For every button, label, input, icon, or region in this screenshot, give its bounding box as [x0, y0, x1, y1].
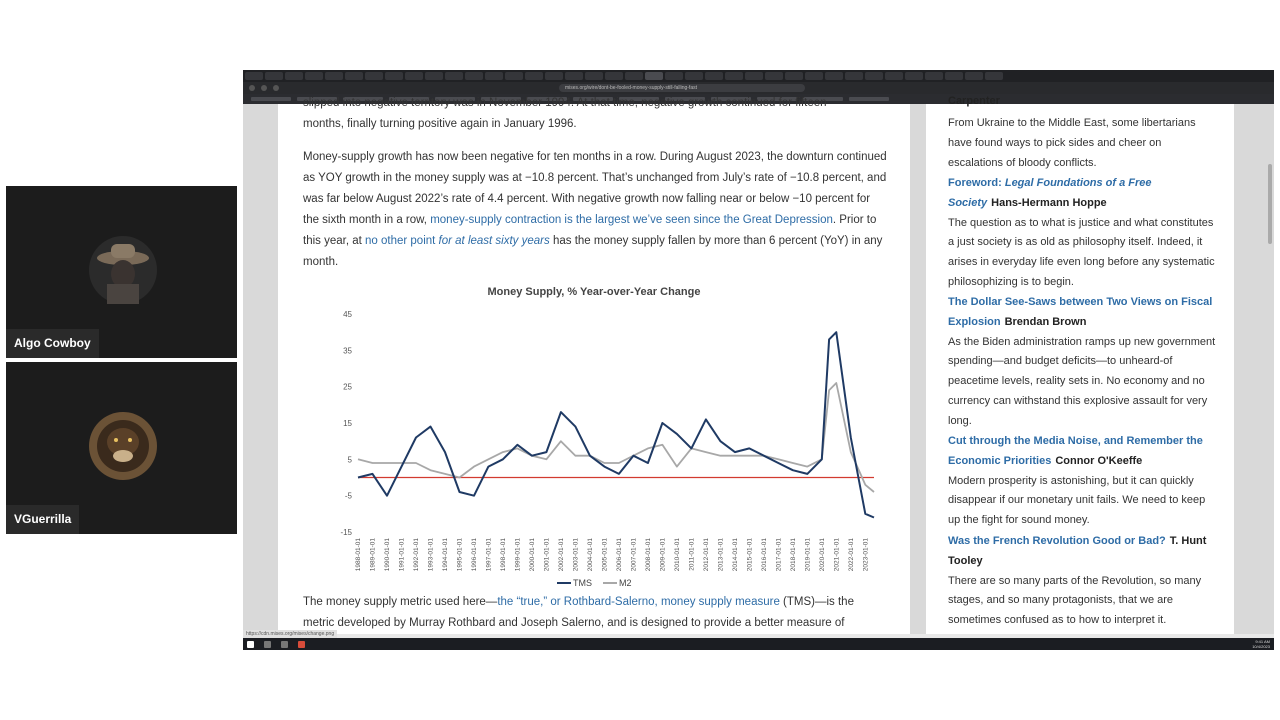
- sidebar-article: [948, 174, 1216, 293]
- x-tick-label: 2018-01-01: [789, 538, 797, 572]
- y-tick-label: 5: [347, 455, 352, 465]
- x-tick-label: 1991-01-01: [398, 538, 406, 572]
- author: Brendan Brown: [1004, 315, 1087, 328]
- system-clock: [1252, 639, 1270, 649]
- x-tick-label: 2023-01-01: [862, 538, 870, 572]
- x-tick-label: 1996-01-01: [470, 538, 478, 572]
- text: (TMS)—is the metric developed by Murray Rothbard and Joseph Salerno, and is designed to provide a better measure of: [303, 596, 854, 629]
- x-tick-label: 1988-01-01: [355, 538, 362, 572]
- y-tick-label: -5: [344, 491, 352, 501]
- series-line-m2: [358, 383, 874, 492]
- x-tick-label: 1993-01-01: [427, 538, 435, 572]
- participant-name: Algo Cowboy: [6, 329, 99, 358]
- paragraph: [303, 592, 888, 634]
- text: Money-supply growth has now been negative for ten months in a row. During August 2023, the downturn continued as YOY growth in the money supply was at −10.8 percent. That’s unchanged from July’s rate of −10.8 percent, and was far below August 2022’s rate of 4.4 percent. With negative growth now falling near or below −10 percent for the sixth month in a row,: [303, 151, 887, 226]
- browser-tab[interactable]: [385, 72, 403, 80]
- clock-date: 10/4/2023: [1252, 644, 1270, 649]
- browser-tab[interactable]: [865, 72, 883, 80]
- participant-tile-algo-cowboy[interactable]: [6, 186, 237, 358]
- sidebar-article: [948, 532, 1216, 631]
- search-icon[interactable]: [264, 641, 271, 648]
- forward-icon[interactable]: [261, 85, 267, 91]
- cowboy-avatar-icon: [89, 236, 157, 304]
- browser-tab[interactable]: [365, 72, 383, 80]
- x-tick-label: 2005-01-01: [601, 538, 609, 572]
- browser-tab[interactable]: [545, 72, 563, 80]
- browser-tab[interactable]: [725, 72, 743, 80]
- text: . Prior to this year, at: [303, 214, 877, 247]
- link-no-other-point[interactable]: [365, 235, 550, 247]
- gorilla-avatar-icon: [89, 412, 157, 480]
- x-tick-label: 2015-01-01: [746, 538, 754, 572]
- status-url: https://cdn.mises.org/mises/change.png: [243, 630, 337, 638]
- browser-tab[interactable]: [745, 72, 763, 80]
- browser-tab[interactable]: [265, 72, 283, 80]
- x-tick-label: 1994-01-01: [441, 538, 449, 572]
- x-tick-label: 2012-01-01: [702, 538, 710, 572]
- x-tick-label: 2003-01-01: [572, 538, 580, 572]
- browser-tab[interactable]: [285, 72, 303, 80]
- sidebar-article-title[interactable]: The Dollar See-Saws between Two Views on Fiscal Explosion: [948, 296, 1213, 328]
- text: has the money supply fallen by more than 6 percent (YoY) in any month.: [303, 235, 883, 268]
- back-icon[interactable]: [249, 85, 255, 91]
- browser-tab[interactable]: [665, 72, 683, 80]
- browser-tab[interactable]: [505, 72, 523, 80]
- browser-tab[interactable]: [705, 72, 723, 80]
- x-tick-label: 2010-01-01: [673, 538, 681, 572]
- sidebar-article-title[interactable]: Cut through the Media Noise, and Remember the Economic Priorities: [948, 435, 1203, 467]
- browser-tab[interactable]: [445, 72, 463, 80]
- author: Connor O'Keeffe: [1055, 454, 1143, 467]
- x-tick-label: 2011-01-01: [688, 538, 696, 571]
- browser-tab[interactable]: [785, 72, 803, 80]
- browser-tab[interactable]: [245, 72, 263, 80]
- link-true-money-supply[interactable]: the “true,” or Rothbard-Salerno, money supply measure: [497, 596, 780, 608]
- text: slipped into negative territory was in November 1994. At that time, negative growth continued for fifteen: [303, 97, 827, 109]
- shared-screen: [243, 70, 1274, 650]
- x-tick-label: 1989-01-01: [369, 538, 377, 572]
- browser-tab[interactable]: [325, 72, 343, 80]
- browser-tab[interactable]: [525, 72, 543, 80]
- x-tick-label: 2016-01-01: [760, 538, 768, 572]
- start-icon[interactable]: [247, 641, 254, 648]
- x-tick-label: 1997-01-01: [485, 538, 493, 572]
- browser-tab[interactable]: [405, 72, 423, 80]
- sidebar: [926, 95, 1234, 634]
- legend-label-m2: M2: [619, 578, 632, 588]
- browser-tab[interactable]: [985, 72, 1003, 80]
- browser-tab[interactable]: [885, 72, 903, 80]
- browser-tab[interactable]: [905, 72, 923, 80]
- browser-tab[interactable]: [825, 72, 843, 80]
- x-tick-label: 2017-01-01: [775, 538, 783, 572]
- x-tick-label: 2014-01-01: [731, 538, 739, 572]
- legend-label-tms: TMS: [573, 578, 592, 588]
- text: months, finally turning positive again in January 1996.: [303, 118, 577, 130]
- x-tick-label: 2008-01-01: [644, 538, 652, 572]
- x-tick-label: 1992-01-01: [412, 538, 420, 572]
- sidebar-blurb: From Ukraine to the Middle East, some libertarians have found ways to pick sides and cheer on escalations of bloody conflicts.: [948, 117, 1196, 169]
- browser-tab[interactable]: [605, 72, 623, 80]
- y-tick-label: -15: [340, 528, 352, 537]
- link-text-italic: for at least sixty years: [438, 235, 550, 247]
- taskbar: [243, 638, 1274, 650]
- x-tick-label: 2000-01-01: [528, 538, 536, 572]
- sidebar-article: [948, 432, 1216, 531]
- y-tick-label: 35: [343, 346, 352, 356]
- task-view-icon[interactable]: [281, 641, 288, 648]
- paragraph: [303, 93, 888, 135]
- y-tick-label: 15: [343, 419, 352, 428]
- browser-tab[interactable]: [685, 72, 703, 80]
- browser-tab[interactable]: [465, 72, 483, 80]
- browser-tab-active[interactable]: [645, 72, 663, 80]
- x-tick-label: 2013-01-01: [717, 538, 725, 572]
- browser-icon[interactable]: [298, 641, 305, 648]
- x-tick-label: 2004-01-01: [586, 538, 594, 572]
- browser-tab[interactable]: [625, 72, 643, 80]
- y-tick-label: 25: [343, 382, 352, 392]
- clock-time: 9:41 AM: [1255, 639, 1270, 644]
- author: Carpenter: [948, 95, 1000, 107]
- series-line-tms: [358, 332, 874, 517]
- sidebar-blurb: As the Biden administration ramps up new government spending—and budget deficits—to unheard-of peacetime levels, reality sets in. No economy and no currency can withstand this explosive assault for very long.: [948, 335, 1216, 427]
- x-tick-label: 2019-01-01: [804, 538, 812, 572]
- title-text: Foreword:: [948, 177, 1005, 189]
- browser-tab[interactable]: [565, 72, 583, 80]
- x-tick-label: 2022-01-01: [847, 538, 855, 572]
- sidebar-blurb: Modern prosperity is astonishing, but it can quickly disappear if our monetary unit fails. We need to keep up the fight for sound money.: [948, 474, 1206, 527]
- browser-tab[interactable]: [305, 72, 323, 80]
- sidebar-article-title[interactable]: Was the French Revolution Good or Bad?: [948, 535, 1166, 547]
- chart-title: Money Supply, % Year-over-Year Change: [487, 286, 701, 298]
- x-tick-label: 2002-01-01: [557, 538, 565, 572]
- paragraph: [303, 147, 888, 273]
- x-tick-label: 2001-01-01: [543, 538, 551, 572]
- browser-tab[interactable]: [845, 72, 863, 80]
- x-tick-label: 2006-01-01: [615, 538, 623, 572]
- x-tick-label: 2021-01-01: [833, 538, 841, 572]
- sidebar-top-author: [948, 92, 1216, 112]
- browser-tab[interactable]: [345, 72, 363, 80]
- browser-tab[interactable]: [765, 72, 783, 80]
- url-input[interactable]: mises.org/wire/dont-be-fooled-money-supply-still-falling-fast: [559, 84, 805, 92]
- browser-tab-bar: [243, 70, 1274, 82]
- x-tick-label: 2007-01-01: [630, 538, 638, 572]
- sidebar-article: [948, 293, 1216, 432]
- browser-tab[interactable]: [805, 72, 823, 80]
- x-tick-label: 1999-01-01: [514, 538, 522, 572]
- web-page: [243, 95, 1274, 634]
- x-tick-label: 1995-01-01: [456, 538, 464, 572]
- browser-tab[interactable]: [425, 72, 443, 80]
- article: [278, 97, 910, 634]
- text: The money supply metric used here—: [303, 596, 498, 608]
- browser-tab[interactable]: [585, 72, 603, 80]
- browser-tab[interactable]: [925, 72, 943, 80]
- sidebar-blurb: There are so many parts of the Revolution, so many stages, and so many protagonists, that we are sometimes confused as to how to interpret it.: [948, 574, 1202, 627]
- x-tick-label: 1990-01-01: [383, 538, 391, 572]
- author: T. Hunt Tooley: [948, 535, 1207, 567]
- browser-tab[interactable]: [945, 72, 963, 80]
- y-tick-label: 45: [343, 310, 352, 319]
- x-tick-label: 1998-01-01: [499, 538, 507, 572]
- x-tick-label: 2020-01-01: [818, 538, 826, 572]
- participant-tile-vguerrilla[interactable]: [6, 362, 237, 534]
- reload-icon[interactable]: [273, 85, 279, 91]
- link-money-supply-contraction[interactable]: money-supply contraction is the largest we’ve seen since the Great Depression: [430, 214, 833, 226]
- page-scrollbar[interactable]: [1268, 164, 1272, 244]
- browser-tab[interactable]: [965, 72, 983, 80]
- title-text-italic: Legal Foundations of a Free Society: [948, 177, 1152, 209]
- link-text: no other point: [365, 235, 439, 247]
- participant-name: VGuerrilla: [6, 505, 79, 534]
- bookmark[interactable]: [251, 97, 291, 101]
- browser-tab[interactable]: [485, 72, 503, 80]
- author: Hans-Hermann Hoppe: [991, 196, 1107, 209]
- money-supply-chart: [314, 304, 884, 604]
- x-tick-label: 2009-01-01: [659, 538, 667, 572]
- sidebar-blurb: The question as to what is justice and what constitutes a just society is as old as philosophy itself. Indeed, it arises in everyday life even long before any systematic philosophizing is to begin.: [948, 216, 1215, 288]
